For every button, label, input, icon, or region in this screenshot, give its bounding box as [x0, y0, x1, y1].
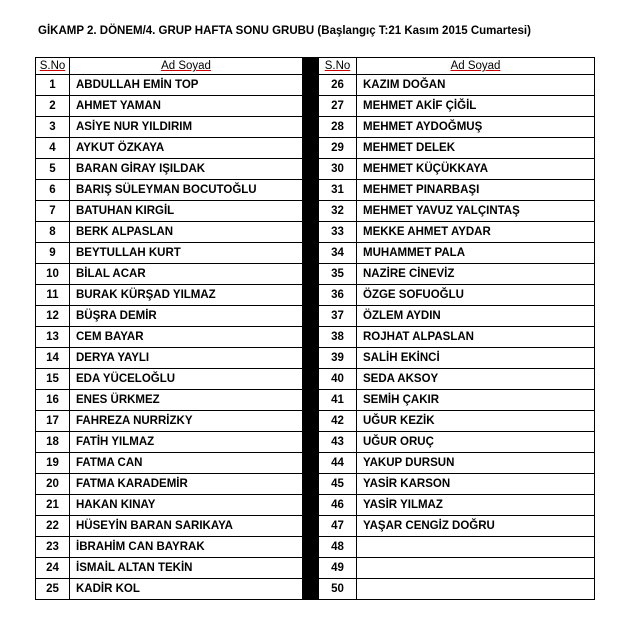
student-name-cell: HAKAN KINAY: [70, 495, 303, 516]
header-name-label: Ad Soyad: [161, 60, 211, 72]
student-number-cell: 3: [36, 117, 70, 138]
column-separator: [303, 117, 319, 138]
student-number-cell: 18: [36, 432, 70, 453]
table-row: [36, 558, 595, 579]
column-separator: [303, 474, 319, 495]
student-number-cell: 14: [36, 348, 70, 369]
student-name-cell: FATMA CAN: [70, 453, 303, 474]
column-separator: [303, 411, 319, 432]
student-name-cell: [357, 558, 595, 579]
student-name-cell: MUHAMMET PALA: [357, 243, 595, 264]
student-number-cell: 42: [319, 411, 357, 432]
student-name-cell: YAKUP DURSUN: [357, 453, 595, 474]
student-name-cell: İSMAİL ALTAN TEKİN: [70, 558, 303, 579]
student-name-cell: BEYTULLAH KURT: [70, 243, 303, 264]
student-name-cell: EDA YÜCELOĞLU: [70, 369, 303, 390]
student-name-cell: BURAK KÜRŞAD YILMAZ: [70, 285, 303, 306]
student-number-cell: 33: [319, 222, 357, 243]
student-name-cell: DERYA YAYLI: [70, 348, 303, 369]
student-name-cell: ÖZLEM AYDIN: [357, 306, 595, 327]
student-name-cell: YASİR YILMAZ: [357, 495, 595, 516]
table-row: [36, 348, 595, 369]
student-number-cell: 32: [319, 201, 357, 222]
student-name-cell: UĞUR KEZİK: [357, 411, 595, 432]
student-number-cell: 29: [319, 138, 357, 159]
student-name-cell: FAHREZA NURRİZKY: [70, 411, 303, 432]
student-number-cell: 25: [36, 579, 70, 600]
student-number-cell: 11: [36, 285, 70, 306]
student-name-cell: YAŞAR CENGİZ DOĞRU: [357, 516, 595, 537]
student-name-cell: AYKUT ÖZKAYA: [70, 138, 303, 159]
student-number-cell: 34: [319, 243, 357, 264]
student-number-cell: 30: [319, 159, 357, 180]
student-number-cell: 23: [36, 537, 70, 558]
student-name-cell: MEHMET AYDOĞMUŞ: [357, 117, 595, 138]
student-name-cell: ASİYE NUR YILDIRIM: [70, 117, 303, 138]
student-number-cell: 28: [319, 117, 357, 138]
table-row: [36, 159, 595, 180]
roster-table: [35, 57, 595, 600]
student-name-cell: BATUHAN KIRGİL: [70, 201, 303, 222]
column-separator: [303, 390, 319, 411]
table-row: [36, 264, 595, 285]
table-row: [36, 201, 595, 222]
column-separator: [303, 243, 319, 264]
student-number-cell: 19: [36, 453, 70, 474]
student-number-cell: 27: [319, 96, 357, 117]
header-name-label: Ad Soyad: [450, 60, 501, 72]
student-number-cell: 15: [36, 369, 70, 390]
student-name-cell: ENES ÜRKMEZ: [70, 390, 303, 411]
student-number-cell: 22: [36, 516, 70, 537]
student-name-cell: [357, 579, 595, 600]
student-number-cell: 13: [36, 327, 70, 348]
table-row: [36, 243, 595, 264]
student-number-cell: 46: [319, 495, 357, 516]
table-row: [36, 180, 595, 201]
table-row: [36, 306, 595, 327]
table-row: [36, 495, 595, 516]
table-row: [36, 327, 595, 348]
student-name-cell: BARAN GİRAY IŞILDAK: [70, 159, 303, 180]
table-row: [36, 516, 595, 537]
table-row: [36, 369, 595, 390]
student-number-cell: 1: [36, 75, 70, 96]
student-name-cell: BERK ALPASLAN: [70, 222, 303, 243]
student-name-cell: MEHMET DELEK: [357, 138, 595, 159]
student-name-cell: MEHMET KÜÇÜKKAYA: [357, 159, 595, 180]
header-row: [36, 58, 595, 75]
column-separator: [303, 558, 319, 579]
column-separator: [303, 285, 319, 306]
student-name-cell: MEHMET PINARBAŞI: [357, 180, 595, 201]
student-number-cell: 39: [319, 348, 357, 369]
student-number-cell: 37: [319, 306, 357, 327]
column-separator: [303, 58, 319, 75]
student-number-cell: 43: [319, 432, 357, 453]
roster-body: [36, 58, 595, 600]
column-separator: [303, 180, 319, 201]
column-separator: [303, 138, 319, 159]
column-separator: [303, 96, 319, 117]
student-name-cell: BÜŞRA DEMİR: [70, 306, 303, 327]
student-name-cell: ROJHAT ALPASLAN: [357, 327, 595, 348]
table-row: [36, 474, 595, 495]
student-name-cell: KADİR KOL: [70, 579, 303, 600]
student-name-cell: AHMET YAMAN: [70, 96, 303, 117]
student-name-cell: SALİH EKİNCİ: [357, 348, 595, 369]
table-row: [36, 411, 595, 432]
document-title: GİKAMP 2. DÖNEM/4. GRUP HAFTA SONU GRUBU (Başlangıç T:21 Kasım 2015 Cumartesi): [38, 25, 531, 37]
student-number-cell: 41: [319, 390, 357, 411]
student-number-cell: 31: [319, 180, 357, 201]
student-number-cell: 2: [36, 96, 70, 117]
student-number-cell: 12: [36, 306, 70, 327]
table-row: [36, 537, 595, 558]
student-number-cell: 47: [319, 516, 357, 537]
column-separator: [303, 222, 319, 243]
column-separator: [303, 432, 319, 453]
student-number-cell: 26: [319, 75, 357, 96]
column-separator: [303, 495, 319, 516]
student-name-cell: BARIŞ SÜLEYMAN BOCUTOĞLU: [70, 180, 303, 201]
student-number-cell: 44: [319, 453, 357, 474]
student-number-cell: 45: [319, 474, 357, 495]
student-name-cell: İBRAHİM CAN BAYRAK: [70, 537, 303, 558]
column-separator: [303, 537, 319, 558]
column-separator: [303, 348, 319, 369]
table-row: [36, 75, 595, 96]
student-name-cell: FATİH YILMAZ: [70, 432, 303, 453]
student-number-cell: 50: [319, 579, 357, 600]
student-name-cell: KAZIM DOĞAN: [357, 75, 595, 96]
student-name-cell: MEHMET YAVUZ YALÇINTAŞ: [357, 201, 595, 222]
student-number-cell: 48: [319, 537, 357, 558]
header-no-left: [36, 58, 70, 75]
column-separator: [303, 453, 319, 474]
student-number-cell: 5: [36, 159, 70, 180]
student-number-cell: 7: [36, 201, 70, 222]
student-name-cell: BİLAL ACAR: [70, 264, 303, 285]
table-row: [36, 390, 595, 411]
student-number-cell: 9: [36, 243, 70, 264]
student-name-cell: MEHMET AKİF ÇİĞİL: [357, 96, 595, 117]
student-name-cell: YASİR KARSON: [357, 474, 595, 495]
table-row: [36, 96, 595, 117]
column-separator: [303, 159, 319, 180]
student-number-cell: 4: [36, 138, 70, 159]
table-row: [36, 117, 595, 138]
column-separator: [303, 579, 319, 600]
table-row: [36, 285, 595, 306]
table-row: [36, 222, 595, 243]
column-separator: [303, 516, 319, 537]
student-name-cell: SEDA AKSOY: [357, 369, 595, 390]
student-number-cell: 40: [319, 369, 357, 390]
table-row: [36, 138, 595, 159]
student-name-cell: SEMİH ÇAKIR: [357, 390, 595, 411]
student-number-cell: 10: [36, 264, 70, 285]
student-name-cell: ABDULLAH EMİN TOP: [70, 75, 303, 96]
table-row: [36, 579, 595, 600]
header-name-right: [357, 58, 595, 75]
column-separator: [303, 369, 319, 390]
student-number-cell: 36: [319, 285, 357, 306]
student-number-cell: 6: [36, 180, 70, 201]
header-name-left: [70, 58, 303, 75]
student-name-cell: FATMA KARADEMİR: [70, 474, 303, 495]
student-name-cell: NAZİRE CİNEVİZ: [357, 264, 595, 285]
column-separator: [303, 306, 319, 327]
column-separator: [303, 264, 319, 285]
student-number-cell: 8: [36, 222, 70, 243]
column-separator: [303, 75, 319, 96]
column-separator: [303, 201, 319, 222]
header-no-right: [319, 58, 357, 75]
student-number-cell: 24: [36, 558, 70, 579]
table-row: [36, 432, 595, 453]
student-name-cell: CEM BAYAR: [70, 327, 303, 348]
student-number-cell: 17: [36, 411, 70, 432]
student-number-cell: 38: [319, 327, 357, 348]
student-number-cell: 49: [319, 558, 357, 579]
student-number-cell: 20: [36, 474, 70, 495]
column-separator: [303, 327, 319, 348]
header-no-label: S.No: [324, 60, 351, 72]
student-name-cell: UĞUR ORUÇ: [357, 432, 595, 453]
student-number-cell: 35: [319, 264, 357, 285]
student-number-cell: 21: [36, 495, 70, 516]
table-row: [36, 453, 595, 474]
student-number-cell: 16: [36, 390, 70, 411]
student-name-cell: [357, 537, 595, 558]
student-name-cell: MEKKE AHMET AYDAR: [357, 222, 595, 243]
student-name-cell: ÖZGE SOFUOĞLU: [357, 285, 595, 306]
student-name-cell: HÜSEYİN BARAN SARIKAYA: [70, 516, 303, 537]
header-no-label: S.No: [39, 60, 66, 72]
